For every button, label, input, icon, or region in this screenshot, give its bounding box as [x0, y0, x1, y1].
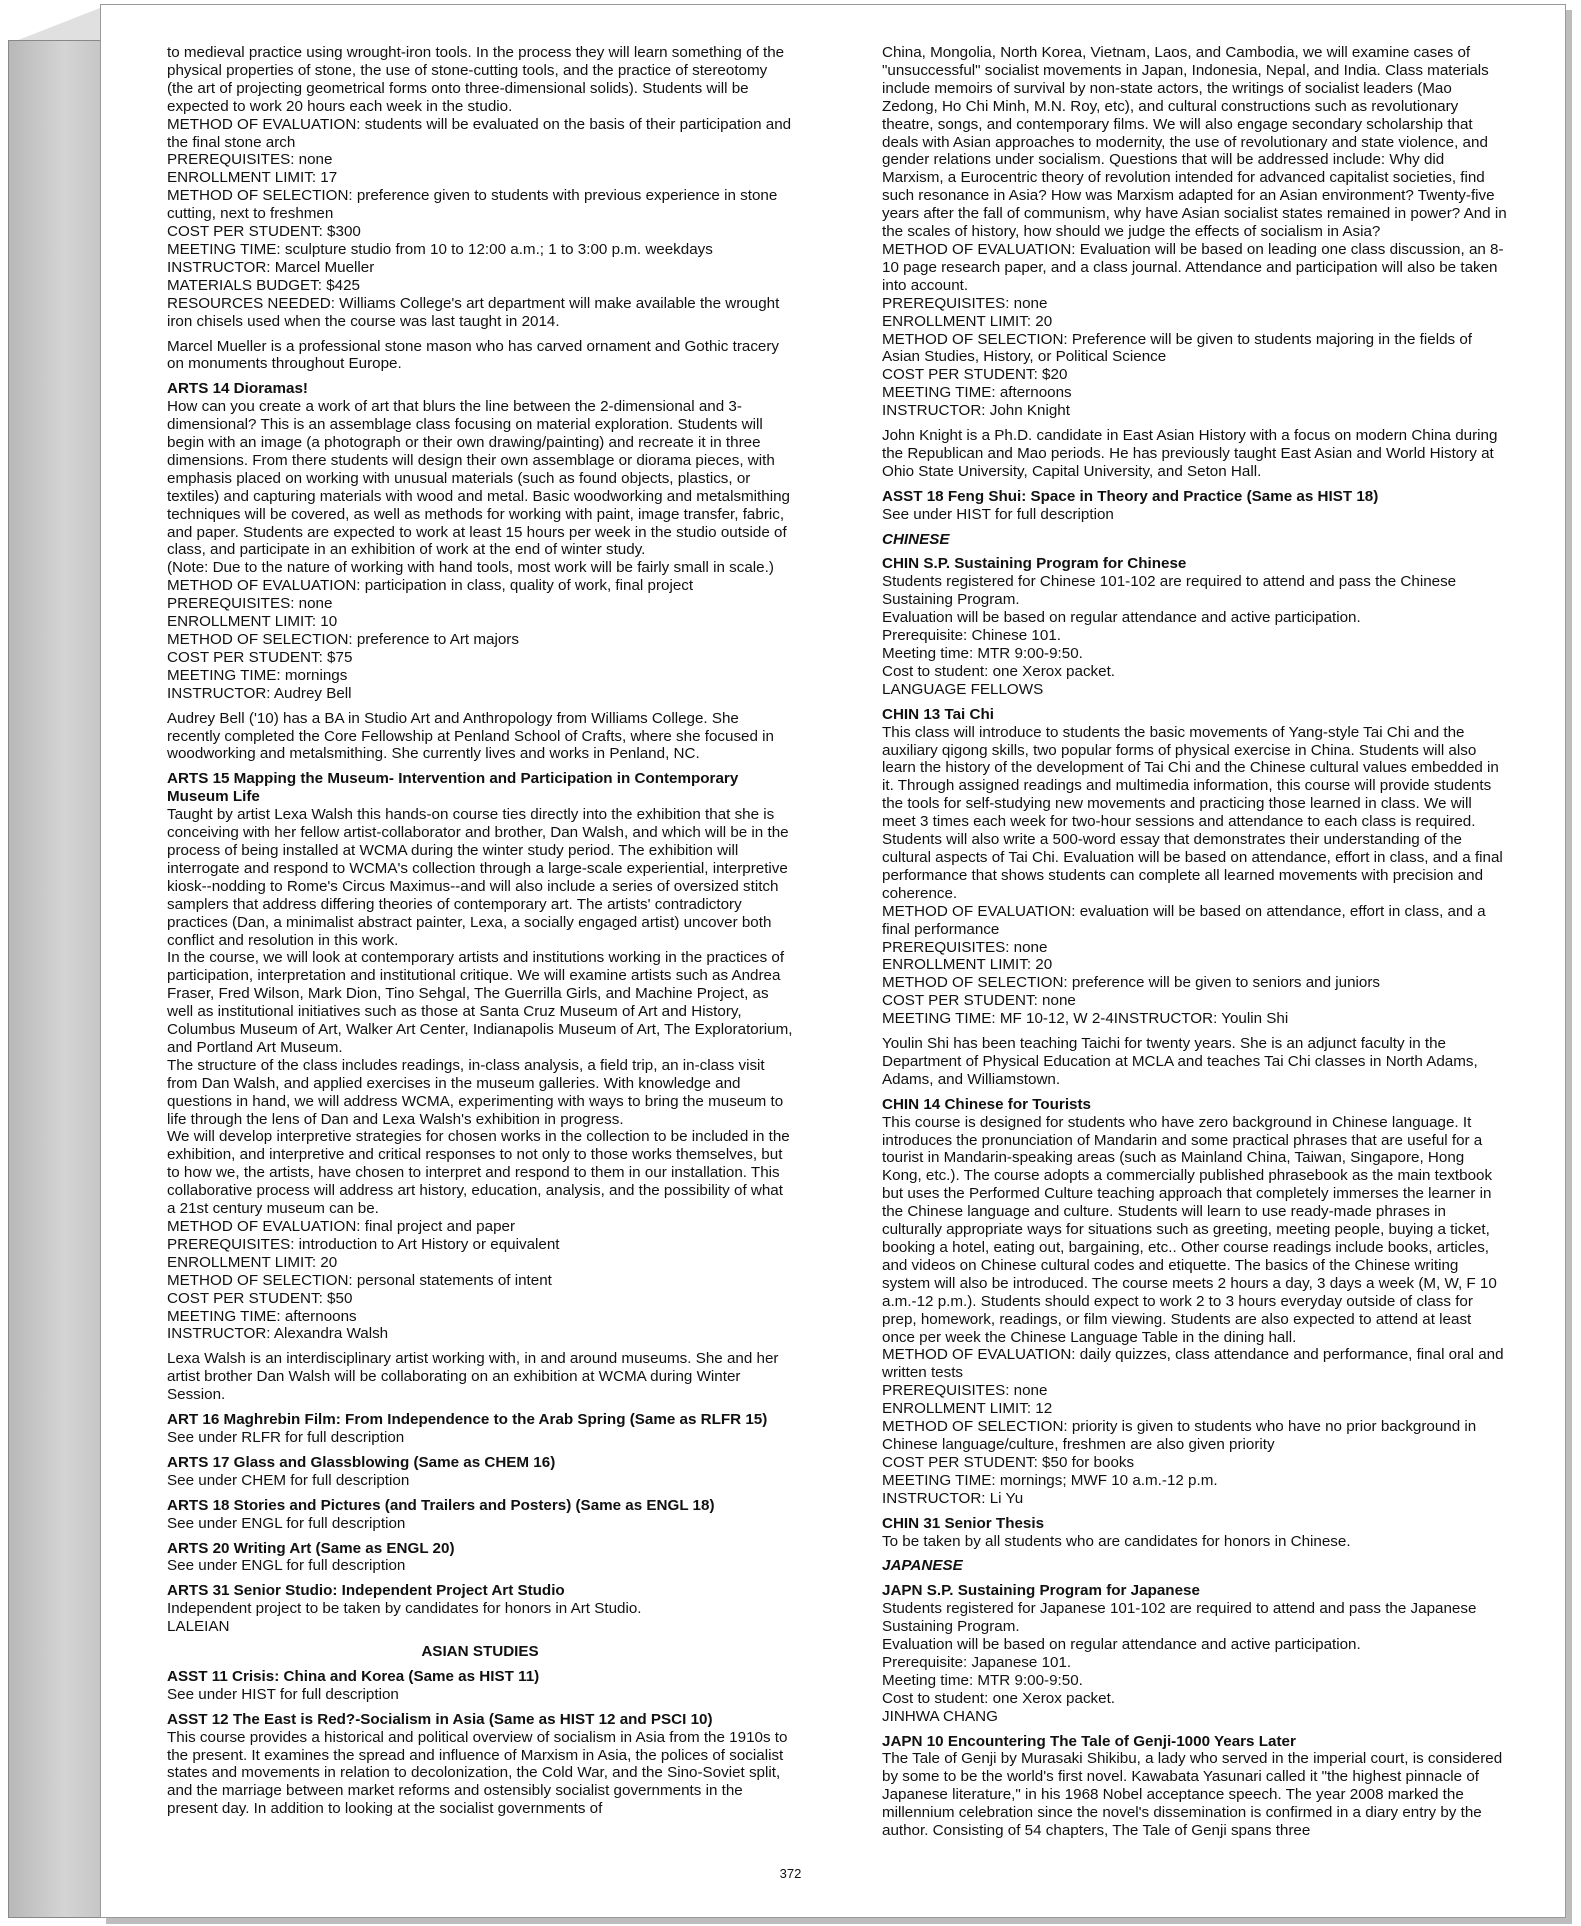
- course-entry: [167, 1497, 793, 1533]
- course-description: This course is designed for students who have zero background in Chinese language. It introduces the pronunciation of Mandarin and some practical phrases that are useful for a tourist in Mandarin-speaking areas (such as Mainland China, Taiwan, Singapore, Hong Kong, etc.). The course adopts a commercially published phrasebook as the main textbook but uses the Performed Culture teaching approach that completely immerses the learner in the Chinese language and culture. Students will learn to use ready-made phrases in culturally appropriate ways for situations such as greeting, meeting people, buying a ticket, booking a hotel, eating out, bargaining, etc.. Other course readings include books, articles, and videos on Chinese cultural codes and etiquette. The basics of the Chinese writing system will also be introduced. The course meets 2 hours a day, 3 days a week (M, W, F 10 a.m.-12 p.m.). Students should expect to work 2 to 3 hours everyday outside of class for prep, homework, readings, or film viewing. Students are also expected to attend at least once per week the Chinese Language Table in the dining hall. METHOD OF EVALUATION: daily quizzes, class attendance and performance, final oral and written tests PREREQUISITES: none ENROLLMENT LIMIT: 12 METHOD OF SELECTION: priority is given to students who have no prior background in Chinese language/culture, freshmen are also given priority COST PER STUDENT: $50 for books MEETING TIME: mornings; MWF 10 a.m.-12 p.m. INSTRUCTOR: Li Yu: [882, 1113, 1504, 1507]
- course-description: Students registered for Japanese 101-102 are required to attend and pass the Japanese Sustaining Program. Evaluation will be based on regular attendance and active participation. Prerequisite: Japanese 101. Meeting time: MTR 9:00-9:50. Cost to student: one Xerox packet. JINHWA CHANG: [882, 1600, 1477, 1725]
- course-title: CHIN 14 Chinese for Tourists: [882, 1095, 1092, 1113]
- course-description: To be taken by all students who are candidates for honors in Chinese.: [882, 1532, 1351, 1550]
- department-heading: JAPANESE: [882, 1557, 963, 1575]
- section-heading: ASIAN STUDIES: [421, 1643, 539, 1661]
- course-title: CHIN 31 Senior Thesis: [882, 1514, 1045, 1532]
- course-title: ARTS 31 Senior Studio: Independent Project Art Studio: [167, 1582, 565, 1600]
- course-entry: [167, 380, 793, 702]
- course-entry: [882, 1515, 1508, 1551]
- course-description: Independent project to be taken by candidates for honors in Art Studio. LALEIAN: [167, 1600, 642, 1636]
- course-entry: [167, 1582, 793, 1636]
- course-entry: [882, 706, 1508, 1028]
- body-paragraph: Marcel Mueller is a professional stone mason who has carved ornament and Gothic tracery on monuments throughout Europe.: [167, 337, 780, 373]
- course-title: ARTS 14 Dioramas!: [167, 380, 308, 398]
- right-column: [882, 44, 1508, 1847]
- course-entry: [882, 1733, 1508, 1840]
- course-entry: [882, 1096, 1508, 1508]
- course-entry: [167, 1668, 793, 1704]
- course-description: See under CHEM for full description: [167, 1471, 410, 1489]
- course-title: CHIN S.P. Sustaining Program for Chinese: [882, 555, 1187, 573]
- course-title: CHIN 13 Tai Chi: [882, 705, 994, 723]
- course-title: JAPN 10 Encountering The Tale of Genji-1000 Years Later: [882, 1732, 1296, 1750]
- course-description: The Tale of Genji by Murasaki Shikibu, a lady who served in the imperial court, is considered by some to be the world's first novel. Kawabata Yasunari called it "the highest pinnacle of Japanese literature," in his 1968 Nobel acceptance speech. The year 2008 marked the millennium celebration since the novel's dissemination is confirmed in a diary entry by the author. Consisting of 54 chapters, The Tale of Genji spans three: [882, 1750, 1503, 1840]
- course-title: ARTS 20 Writing Art (Same as ENGL 20): [167, 1539, 455, 1557]
- course-description: Taught by artist Lexa Walsh this hands-on course ties directly into the exhibition that she is conceiving with her fellow artist-collaborator and brother, Dan Walsh, and which will be in the process of being installed at WCMA during the winter study period. The exhibition will interrogate and respond to WCMA's collection through a large-scale experiential, interpretive kiosk--nodding to Rome's Circus Maximus--and will also include a series of oversized stitch samplers that address differing theories of contemporary art. The artists' contradictory practices (Dan, a minimalist abstract painter, Lexa, a socially engaged artist) uncover both conflict and resolution in this work. In the course, we will look at contemporary artists and institutions working in the practices of participation, interpretation and institutional critique. We will examine artists such as Andrea Fraser, Fred Wilson, Mark Dion, Tino Sehgal, The Guerrilla Girls, and Machine Project, as well as institutional initiatives such as those at Santa Cruz Museum of Art and History, Columbus Museum of Art, Walker Art Center, Indianapolis Museum of Art, The Exploratorium, and Portland Art Museum. The structure of the class includes readings, in-class analysis, a field trip, an in-class visit from Dan Walsh, and applied exercises in the museum galleries. With knowledge and questions in hand, we will address WCMA, experimenting with ways to bring the museum to life through the lens of Dan and Lexa Walsh's exhibition in progress. We will develop interpretive strategies for chosen works in the collection to be included in the exhibition, and interpretive and critical responses to not only to those works themselves, but to how we, the artists, have chosen to interpret and respond to them in our installation. This collaborative process will address art history, education, analysis, and the possibility of what a 21st century museum can be. METHOD OF EVALUATION: final project and paper PREREQUISITES: introduction to Art History or equivalent ENROLLMENT LIMIT: 20 METHOD OF SELECTION: personal statements of intent COST PER STUDENT: $50 MEETING TIME: afternoons INSTRUCTOR: Alexandra Walsh: [167, 806, 793, 1343]
- course-title: ASST 11 Crisis: China and Korea (Same as HIST 11): [167, 1667, 540, 1685]
- course-entry: [167, 1454, 793, 1490]
- body-paragraph: Audrey Bell ('10) has a BA in Studio Art and Anthropology from Williams College. She recently completed the Core Fellowship at Penland School of Crafts, where she focused in woodworking and metalsmithing. She currently lives and works in Penland, NC.: [167, 709, 774, 763]
- course-title: ARTS 15 Mapping the Museum- Intervention and Participation in Contemporary Museum Life: [167, 770, 739, 806]
- course-description: How can you create a work of art that blurs the line between the 2-dimensional and 3-dimensional? This is an assemblage class focusing on material exploration. Students will begin with an image (a photograph or their own drawing/painting) and recreate it in three dimensions. From there students will design their own assemblage or diorama pieces, with emphasis placed on working with unusual materials (such as found objects, plastics, or textiles) and capturing materials with wood and metal. Basic woodworking and metalsmithing techniques will be covered, as well as methods for working with paint, image transfer, fabric, and paper. Students are expected to work at least 15 hours per week in the studio outside of class, and participate in an exhibition of work at the end of winter study. (Note: Due to the nature of working with hand tools, most work will be fairly small in scale.) METHOD OF EVALUATION: participation in class, quality of work, final project PREREQUISITES: none ENROLLMENT LIMIT: 10 METHOD OF SELECTION: preference to Art majors COST PER STUDENT: $75 MEETING TIME: mornings INSTRUCTOR: Audrey Bell: [167, 398, 790, 702]
- course-description: See under ENGL for full description: [167, 1557, 406, 1575]
- left-column: [167, 44, 793, 1825]
- course-description: Students registered for Chinese 101-102 are required to attend and pass the Chinese Sustaining Program. Evaluation will be based on regular attendance and active participation. Prerequisite: Chinese 101. Meeting time: MTR 9:00-9:50. Cost to student: one Xerox packet. LANGUAGE FELLOWS: [882, 573, 1457, 698]
- course-title: ART 16 Maghrebin Film: From Independence to the Arab Spring (Same as RLFR 15): [167, 1411, 768, 1429]
- body-paragraph: to medieval practice using wrought-iron tools. In the process they will learn something of the physical properties of stone, the use of stone-cutting tools, and the practice of stereotomy (the art of projecting geometrical forms onto three-dimensional solids). Students will be expected to work 20 hours each week in the studio. METHOD OF EVALUATION: students will be evaluated on the basis of their participation and the final stone arch PREREQUISITES: none ENROLLMENT LIMIT: 17 METHOD OF SELECTION: preference given to students with previous experience in stone cutting, next to freshmen COST PER STUDENT: $300 MEETING TIME: sculpture studio from 10 to 12:00 a.m.; 1 to 3:00 p.m. weekdays INSTRUCTOR: Marcel Mueller MATERIALS BUDGET: $425 RESOURCES NEEDED: Williams College's art department will make available the wrought iron chisels used when the course was last taught in 2014.: [167, 44, 792, 330]
- course-entry: [882, 555, 1508, 698]
- body-paragraph: John Knight is a Ph.D. candidate in East Asian History with a focus on modern China during the Republican and Mao periods. He has previously taught East Asian and World History at Ohio State University, Capital University, and Seton Hall.: [882, 427, 1498, 480]
- course-description: See under ENGL for full description: [167, 1514, 406, 1532]
- department-heading: CHINESE: [882, 530, 950, 548]
- course-description: This course provides a historical and political overview of socialism in Asia from the 1910s to the present. It examines the spread and influence of Marxism in Asia, the polices of socialist states and movements in relation to decolonization, the Cold War, and the Sino-Soviet split, and the marriage between market reforms and ostensibly socialist governments in the present day. In addition to looking at the socialist governments of: [167, 1728, 788, 1818]
- course-title: ASST 18 Feng Shui: Space in Theory and Practice (Same as HIST 18): [882, 487, 1379, 505]
- course-title: JAPN S.P. Sustaining Program for Japanese: [882, 1582, 1200, 1600]
- book-spine: [8, 40, 102, 1918]
- course-title: ARTS 17 Glass and Glassblowing (Same as CHEM 16): [167, 1453, 556, 1471]
- body-paragraph: Youlin Shi has been teaching Taichi for twenty years. She is an adjunct faculty in the Department of Physical Education at MCLA and teaches Tai Chi classes in North Adams, Adams, and Williamstown.: [882, 1035, 1478, 1088]
- course-entry: [167, 770, 793, 1343]
- book-spine-top: [8, 8, 100, 44]
- course-description: This class will introduce to students the basic movements of Yang-style Tai Chi and the auxiliary qigong skills, two popular forms of physical exercise in China. Students will also learn the history of the development of Tai Chi and the Chinese cultural values embedded in it. Through assigned readings and multimedia information, this course will provide students the tools for self-studying new movements and practicing those learned in class. We will meet 3 times each week for two-hour sessions and attendance to each class is required. Students will also write a 500-word essay that demonstrates their understanding of the cultural aspects of Tai Chi. Evaluation will be based on attendance, effort in class, and a final performance that shows students can complete all learned movements with precision and coherence. METHOD OF EVALUATION: evaluation will be based on attendance, effort in class, and a final performance PREREQUISITES: none ENROLLMENT LIMIT: 20 METHOD OF SELECTION: preference will be given to seniors and juniors COST PER STUDENT: none MEETING TIME: MF 10-12, W 2-4INSTRUCTOR: Youlin Shi: [882, 723, 1503, 1028]
- course-description: See under HIST for full description: [167, 1685, 399, 1703]
- course-entry: [167, 1711, 793, 1818]
- course-title: ARTS 18 Stories and Pictures (and Trailers and Posters) (Same as ENGL 18): [167, 1496, 715, 1514]
- page-number: 372: [779, 1866, 802, 1881]
- course-description: See under HIST for full description: [882, 505, 1114, 523]
- course-title: ASST 12 The East is Red?-Socialism in Asia (Same as HIST 12 and PSCI 10): [167, 1710, 713, 1728]
- course-entry: [882, 488, 1508, 524]
- course-description: See under RLFR for full description: [167, 1428, 405, 1446]
- course-entry: [882, 1582, 1508, 1725]
- body-paragraph: Lexa Walsh is an interdisciplinary artist working with, in and around museums. She and her artist brother Dan Walsh will be collaborating on an exhibition at WCMA during Winter Session.: [167, 1350, 779, 1404]
- course-entry: [167, 1540, 793, 1576]
- body-paragraph: China, Mongolia, North Korea, Vietnam, Laos, and Cambodia, we will examine cases of "unsuccessful" socialist movements in Japan, Indonesia, Nepal, and India. Class materials include memoirs of survival by non-state actors, the writings of socialist leaders (Mao Zedong, Ho Chi Minh, M.N. Roy, etc), and cultural constructions such as revolutionary theatre, songs, and contemporary films. We will also engage secondary scholarship that deals with Asian approaches to modernity, the use of revolutionary and state violence, and gender relations under socialism. Questions that will be addressed include: Why did Marxism, a Eurocentric theory of revolution intended for advanced capitalist societies, find such resonance in Asia? How was Marxism adapted for an Asian environment? Twenty-five years after the fall of communism, why have Asian socialist states remained in power? And in the scales of history, how should we judge the effects of socialism in Asia? METHOD OF EVALUATION: Evaluation will be based on leading one class discussion, an 8-10 page research paper, and a class journal. Attendance and participation will also be taken into account. PREREQUISITES: none ENROLLMENT LIMIT: 20 METHOD OF SELECTION: Preference will be given to students majoring in the fields of Asian Studies, History, or Political Science COST PER STUDENT: $20 MEETING TIME: afternoons INSTRUCTOR: John Knight: [882, 44, 1507, 420]
- course-entry: [167, 1411, 793, 1447]
